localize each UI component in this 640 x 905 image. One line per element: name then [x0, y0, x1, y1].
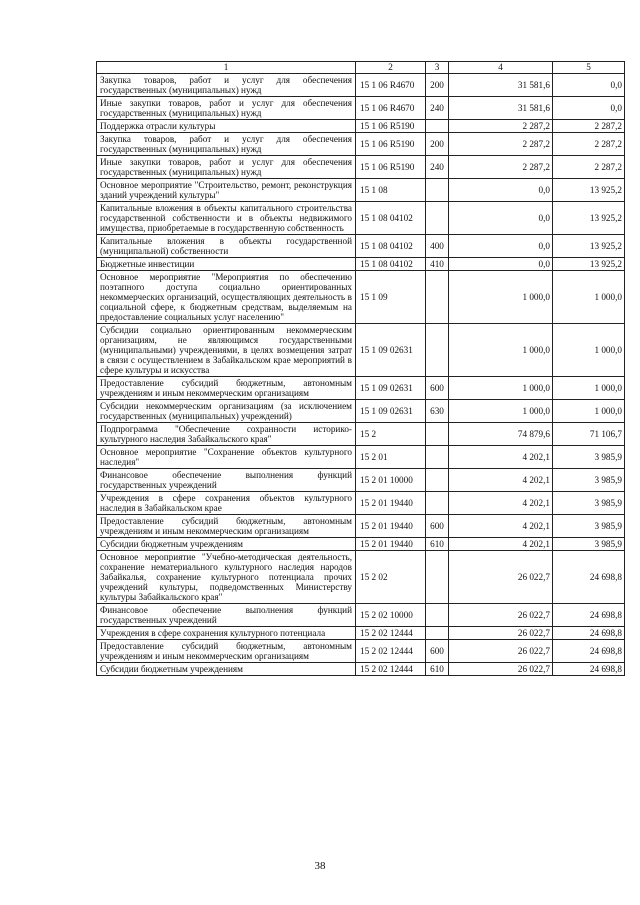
column-header: 4: [449, 62, 553, 74]
target-code-cell: 15 1 06 R5190: [356, 156, 426, 179]
item-name-cell: Основное мероприятие "Учебно-методическая деятельность, сохранение нематериального культурного наследия народов Забайкалья, сохранение культурного потенциала прочих учреждений культуры, подведомственных Министерству культуры Забайкальского края": [97, 551, 356, 604]
amount-col-4-cell: 26 022,7: [449, 604, 553, 627]
item-name-cell: Субсидии некоммерческим организациям (за исключением государственных (муниципальных) учреждений): [97, 400, 356, 423]
target-code-cell: 15 1 06 R4670: [356, 97, 426, 120]
page-number: 38: [314, 860, 326, 872]
item-name-cell: Субсидии бюджетным учреждениям: [97, 538, 356, 551]
table-row: [97, 156, 625, 179]
target-code-cell: 15 2 02: [356, 551, 426, 604]
column-header-row: [97, 62, 625, 74]
table-row: [97, 202, 625, 235]
amount-col-5-cell: 24 698,8: [553, 551, 625, 604]
table-row: [97, 179, 625, 202]
amount-col-5-cell: 71 106,7: [553, 423, 625, 446]
table-row: [97, 640, 625, 663]
table-row: [97, 446, 625, 469]
target-code-cell: 15 2 01 19440: [356, 538, 426, 551]
column-header: 5: [553, 62, 625, 74]
table-row: [97, 627, 625, 640]
amount-col-5-cell: 2 287,2: [553, 156, 625, 179]
target-code-cell: 15 1 08 04102: [356, 258, 426, 271]
item-name-cell: Подпрограмма "Обеспечение сохранности историко-культурного наследия Забайкальского края": [97, 423, 356, 446]
amount-col-4-cell: 0,0: [449, 202, 553, 235]
expense-type-cell: [426, 202, 449, 235]
item-name-cell: Основное мероприятие "Сохранение объектов культурного наследия": [97, 446, 356, 469]
item-name-cell: Финансовое обеспечение выполнения функций государственных учреждений: [97, 469, 356, 492]
target-code-cell: 15 1 06 R5190: [356, 133, 426, 156]
amount-col-4-cell: 2 287,2: [449, 133, 553, 156]
table-row: [97, 324, 625, 377]
table-row: [97, 97, 625, 120]
expense-type-cell: [426, 627, 449, 640]
table-row: [97, 492, 625, 515]
amount-col-5-cell: 0,0: [553, 97, 625, 120]
amount-col-5-cell: 3 985,9: [553, 492, 625, 515]
item-name-cell: Закупка товаров, работ и услуг для обеспечения государственных (муниципальных) нужд: [97, 133, 356, 156]
amount-col-5-cell: 3 985,9: [553, 446, 625, 469]
expense-type-cell: 410: [426, 258, 449, 271]
expense-type-cell: 400: [426, 235, 449, 258]
amount-col-5-cell: 24 698,8: [553, 627, 625, 640]
target-code-cell: 15 2: [356, 423, 426, 446]
target-code-cell: 15 1 06 R5190: [356, 120, 426, 133]
amount-col-4-cell: 0,0: [449, 235, 553, 258]
amount-col-5-cell: 2 287,2: [553, 133, 625, 156]
target-code-cell: 15 1 09 02631: [356, 400, 426, 423]
amount-col-5-cell: 13 925,2: [553, 235, 625, 258]
amount-col-4-cell: 31 581,6: [449, 74, 553, 97]
item-name-cell: Предоставление субсидий бюджетным, автономным учреждениям и иным некоммерческим организациям: [97, 640, 356, 663]
table-row: [97, 538, 625, 551]
amount-col-5-cell: 24 698,8: [553, 640, 625, 663]
table-row: [97, 74, 625, 97]
target-code-cell: 15 1 09: [356, 271, 426, 324]
amount-col-5-cell: 1 000,0: [553, 271, 625, 324]
item-name-cell: Учреждения в сфере сохранения культурного потенциала: [97, 627, 356, 640]
amount-col-4-cell: 26 022,7: [449, 551, 553, 604]
item-name-cell: Иные закупки товаров, работ и услуг для обеспечения государственных (муниципальных) нужд: [97, 156, 356, 179]
amount-col-5-cell: 3 985,9: [553, 538, 625, 551]
item-name-cell: Основное мероприятие "Строительство, ремонт, реконструкция зданий учреждений культуры": [97, 179, 356, 202]
target-code-cell: 15 2 02 10000: [356, 604, 426, 627]
target-code-cell: 15 2 01 19440: [356, 492, 426, 515]
item-name-cell: Финансовое обеспечение выполнения функций государственных учреждений: [97, 604, 356, 627]
amount-col-4-cell: 74 879,6: [449, 423, 553, 446]
table-row: [97, 663, 625, 676]
expense-type-cell: [426, 551, 449, 604]
budget-table: [96, 61, 625, 676]
amount-col-4-cell: 4 202,1: [449, 515, 553, 538]
amount-col-4-cell: 26 022,7: [449, 627, 553, 640]
target-code-cell: 15 1 06 R4670: [356, 74, 426, 97]
amount-col-4-cell: 1 000,0: [449, 377, 553, 400]
expense-type-cell: 600: [426, 640, 449, 663]
budget-table-body: [97, 62, 625, 676]
table-row: [97, 400, 625, 423]
item-name-cell: Закупка товаров, работ и услуг для обеспечения государственных (муниципальных) нужд: [97, 74, 356, 97]
expense-type-cell: [426, 423, 449, 446]
table-row: [97, 423, 625, 446]
expense-type-cell: 600: [426, 377, 449, 400]
target-code-cell: 15 2 01: [356, 446, 426, 469]
expense-type-cell: [426, 120, 449, 133]
item-name-cell: Поддержка отрасли культуры: [97, 120, 356, 133]
target-code-cell: 15 1 08 04102: [356, 235, 426, 258]
amount-col-4-cell: 4 202,1: [449, 492, 553, 515]
amount-col-5-cell: 2 287,2: [553, 120, 625, 133]
target-code-cell: 15 2 01 10000: [356, 469, 426, 492]
target-code-cell: 15 2 02 12444: [356, 640, 426, 663]
amount-col-5-cell: 24 698,8: [553, 604, 625, 627]
amount-col-5-cell: 24 698,8: [553, 663, 625, 676]
expense-type-cell: 200: [426, 133, 449, 156]
amount-col-5-cell: 1 000,0: [553, 400, 625, 423]
column-header: 2: [356, 62, 426, 74]
item-name-cell: Основное мероприятие "Мероприятия по обеспечению поэтапного доступа социально ориентированных некоммерческих организаций, осуществляющих деятельность в социальной сфере, к бюджетным средствам, выделяемым на предоставление социальных услуг населению": [97, 271, 356, 324]
column-header: 1: [97, 62, 356, 74]
amount-col-4-cell: 1 000,0: [449, 271, 553, 324]
item-name-cell: Предоставление субсидий бюджетным, автономным учреждениям и иным некоммерческим организациям: [97, 515, 356, 538]
table-row: [97, 235, 625, 258]
target-code-cell: 15 2 01 19440: [356, 515, 426, 538]
target-code-cell: 15 1 09 02631: [356, 377, 426, 400]
item-name-cell: Предоставление субсидий бюджетным, автономным учреждениям и иным некоммерческим организациям: [97, 377, 356, 400]
expense-type-cell: [426, 324, 449, 377]
expense-type-cell: 600: [426, 515, 449, 538]
amount-col-4-cell: 0,0: [449, 258, 553, 271]
amount-col-5-cell: 13 925,2: [553, 258, 625, 271]
target-code-cell: 15 1 08 04102: [356, 202, 426, 235]
table-row: [97, 377, 625, 400]
item-name-cell: Капитальные вложения в объекты государственной (муниципальной) собственности: [97, 235, 356, 258]
item-name-cell: Капитальные вложения в объекты капитального строительства государственной собственности и в объекты недвижимого имущества, приобретаемые в государственную собственность: [97, 202, 356, 235]
amount-col-4-cell: 1 000,0: [449, 324, 553, 377]
amount-col-5-cell: 13 925,2: [553, 179, 625, 202]
amount-col-5-cell: 1 000,0: [553, 377, 625, 400]
target-code-cell: 15 2 02 12444: [356, 627, 426, 640]
amount-col-5-cell: 13 925,2: [553, 202, 625, 235]
amount-col-4-cell: 1 000,0: [449, 400, 553, 423]
table-row: [97, 120, 625, 133]
expense-type-cell: 610: [426, 538, 449, 551]
table-row: [97, 271, 625, 324]
target-code-cell: 15 1 08: [356, 179, 426, 202]
amount-col-5-cell: 3 985,9: [553, 469, 625, 492]
amount-col-4-cell: 2 287,2: [449, 120, 553, 133]
item-name-cell: Бюджетные инвестиции: [97, 258, 356, 271]
column-header: 3: [426, 62, 449, 74]
table-row: [97, 604, 625, 627]
amount-col-5-cell: 3 985,9: [553, 515, 625, 538]
amount-col-5-cell: 0,0: [553, 74, 625, 97]
amount-col-4-cell: 4 202,1: [449, 469, 553, 492]
item-name-cell: Учреждения в сфере сохранения объектов культурного наследия в Забайкальском крае: [97, 492, 356, 515]
table-row: [97, 258, 625, 271]
item-name-cell: Иные закупки товаров, работ и услуг для обеспечения государственных (муниципальных) нужд: [97, 97, 356, 120]
amount-col-4-cell: 31 581,6: [449, 97, 553, 120]
expense-type-cell: [426, 469, 449, 492]
amount-col-5-cell: 1 000,0: [553, 324, 625, 377]
table-row: [97, 469, 625, 492]
item-name-cell: Субсидии бюджетным учреждениям: [97, 663, 356, 676]
amount-col-4-cell: 0,0: [449, 179, 553, 202]
table-row: [97, 551, 625, 604]
table-row: [97, 133, 625, 156]
expense-type-cell: [426, 271, 449, 324]
item-name-cell: Субсидии социально ориентированным некоммерческим организациям, не являющимся государственными (муниципальными) учреждениями, в целях возмещения затрат в связи с осуществлением в Забайкальском крае мероприятий в сфере культуры и искусства: [97, 324, 356, 377]
target-code-cell: 15 2 02 12444: [356, 663, 426, 676]
expense-type-cell: 240: [426, 156, 449, 179]
target-code-cell: 15 1 09 02631: [356, 324, 426, 377]
amount-col-4-cell: 26 022,7: [449, 663, 553, 676]
amount-col-4-cell: 2 287,2: [449, 156, 553, 179]
expense-type-cell: [426, 179, 449, 202]
expense-type-cell: 200: [426, 74, 449, 97]
expense-type-cell: 610: [426, 663, 449, 676]
expense-type-cell: [426, 446, 449, 469]
amount-col-4-cell: 4 202,1: [449, 538, 553, 551]
expense-type-cell: [426, 604, 449, 627]
expense-type-cell: 630: [426, 400, 449, 423]
amount-col-4-cell: 26 022,7: [449, 640, 553, 663]
expense-type-cell: 240: [426, 97, 449, 120]
table-row: [97, 515, 625, 538]
amount-col-4-cell: 4 202,1: [449, 446, 553, 469]
expense-type-cell: [426, 492, 449, 515]
